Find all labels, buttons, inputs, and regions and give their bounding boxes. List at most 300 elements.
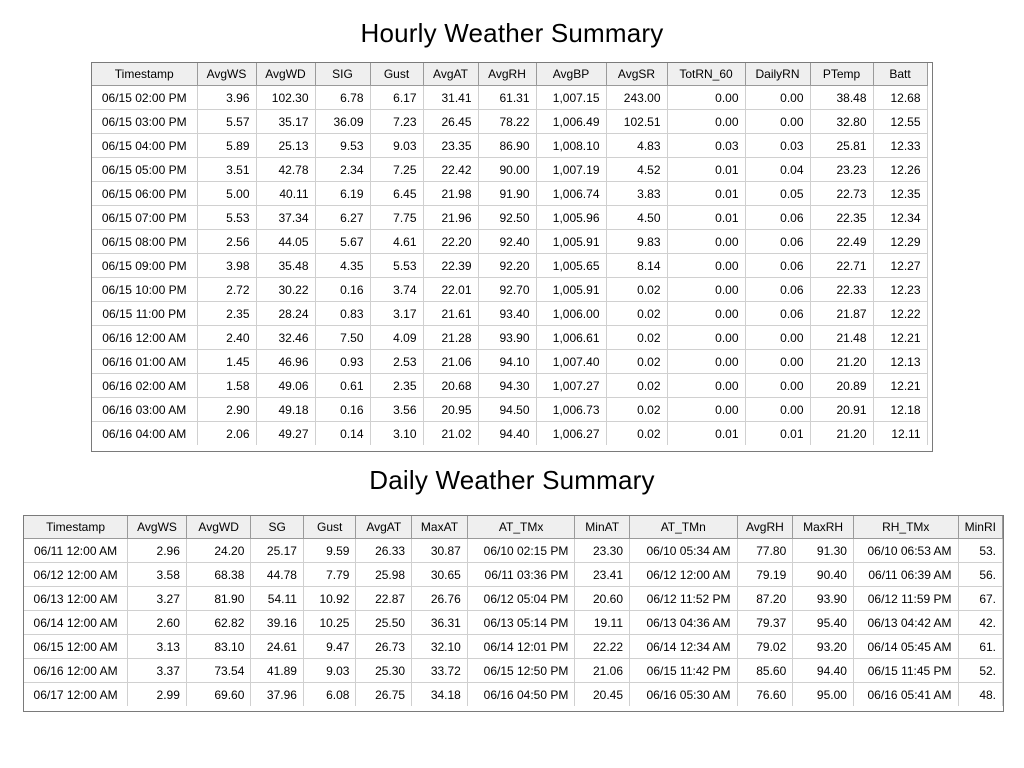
cell-avgat: 25.98: [356, 563, 412, 587]
cell-totrn-60: 0.00: [667, 230, 745, 254]
cell-ptemp: 22.71: [810, 254, 873, 278]
cell-avgat: 22.20: [423, 230, 478, 254]
cell-avgrh: 90.00: [478, 158, 536, 182]
cell-avgws: 5.57: [197, 110, 256, 134]
cell-minri: 42.: [958, 611, 1002, 635]
cell-gust: 7.25: [370, 158, 423, 182]
cell-batt: 12.35: [873, 182, 927, 206]
cell-rh-tmx: 06/12 11:59 PM: [853, 587, 958, 611]
cell-avgws: 2.40: [197, 326, 256, 350]
cell-avgws: 2.60: [128, 611, 187, 635]
cell-minat: 21.06: [575, 659, 630, 683]
cell-batt: 12.33: [873, 134, 927, 158]
cell-sg: 39.16: [251, 611, 304, 635]
column-header-maxat[interactable]: MaxAT: [412, 516, 468, 539]
cell-maxat: 30.87: [412, 539, 468, 563]
cell-timestamp: 06/15 12:00 AM: [24, 635, 128, 659]
cell-batt: 12.21: [873, 326, 927, 350]
cell-avgws: 2.35: [197, 302, 256, 326]
cell-dailyrn: 0.00: [745, 326, 810, 350]
cell-avgsr: 4.83: [606, 134, 667, 158]
cell-avgsr: 0.02: [606, 350, 667, 374]
cell-avgsr: 0.02: [606, 278, 667, 302]
table-row[interactable]: [92, 302, 927, 326]
cell-ptemp: 21.87: [810, 302, 873, 326]
cell-avgat: 21.28: [423, 326, 478, 350]
cell-avgwd: 30.22: [256, 278, 315, 302]
cell-dailyrn: 0.06: [745, 278, 810, 302]
table-row[interactable]: [24, 635, 1003, 659]
table-row[interactable]: [92, 350, 927, 374]
daily-header-row: [24, 516, 1003, 539]
cell-totrn-60: 0.01: [667, 422, 745, 446]
cell-gust: 9.03: [303, 659, 356, 683]
cell-avgat: 21.02: [423, 422, 478, 446]
column-header-ptemp[interactable]: PTemp: [810, 63, 873, 86]
table-row[interactable]: [92, 134, 927, 158]
cell-ptemp: 22.73: [810, 182, 873, 206]
cell-minri: 67.: [958, 587, 1002, 611]
column-header-avgat[interactable]: AvgAT: [423, 63, 478, 86]
column-header-avgrh[interactable]: AvgRH: [737, 516, 793, 539]
cell-avgbp: 1,005.91: [536, 278, 606, 302]
cell-timestamp: 06/15 04:00 PM: [92, 134, 197, 158]
cell-maxat: 26.76: [412, 587, 468, 611]
column-header-avgwd[interactable]: AvgWD: [256, 63, 315, 86]
cell-avgat: 26.33: [356, 539, 412, 563]
cell-sig: 0.93: [315, 350, 370, 374]
column-header-gust[interactable]: Gust: [370, 63, 423, 86]
cell-gust: 6.45: [370, 182, 423, 206]
cell-totrn-60: 0.00: [667, 398, 745, 422]
cell-timestamp: 06/15 11:00 PM: [92, 302, 197, 326]
cell-minri: 48.: [958, 683, 1002, 707]
cell-avgws: 3.13: [128, 635, 187, 659]
cell-avgat: 23.35: [423, 134, 478, 158]
cell-avgrh: 94.30: [478, 374, 536, 398]
cell-minri: 56.: [958, 563, 1002, 587]
cell-minat: 20.60: [575, 587, 630, 611]
cell-dailyrn: 0.06: [745, 230, 810, 254]
cell-sig: 6.27: [315, 206, 370, 230]
daily-summary-table: [24, 516, 1003, 706]
cell-totrn-60: 0.00: [667, 302, 745, 326]
cell-gust: 3.74: [370, 278, 423, 302]
hourly-summary-title: Hourly Weather Summary: [360, 18, 664, 48]
hourly-header-row: [92, 63, 927, 86]
cell-maxat: 34.18: [412, 683, 468, 707]
cell-totrn-60: 0.01: [667, 206, 745, 230]
cell-avgrh: 86.90: [478, 134, 536, 158]
cell-sig: 0.16: [315, 398, 370, 422]
cell-ptemp: 22.35: [810, 206, 873, 230]
cell-avgsr: 243.00: [606, 86, 667, 110]
column-header-avgat[interactable]: AvgAT: [356, 516, 412, 539]
cell-maxrh: 90.40: [793, 563, 854, 587]
daily-summary-title: Daily Weather Summary: [369, 465, 655, 495]
cell-avgwd: 35.17: [256, 110, 315, 134]
table-row[interactable]: [92, 206, 927, 230]
column-header-avgwd[interactable]: AvgWD: [186, 516, 250, 539]
cell-totrn-60: 0.00: [667, 278, 745, 302]
cell-sg: 41.89: [251, 659, 304, 683]
column-header-at-tmn[interactable]: AT_TMn: [630, 516, 738, 539]
cell-avgsr: 0.02: [606, 398, 667, 422]
cell-avgwd: 49.18: [256, 398, 315, 422]
cell-maxat: 32.10: [412, 635, 468, 659]
column-header-minat[interactable]: MinAT: [575, 516, 630, 539]
cell-avgws: 3.96: [197, 86, 256, 110]
cell-timestamp: 06/11 12:00 AM: [24, 539, 128, 563]
cell-avgrh: 92.40: [478, 230, 536, 254]
cell-sg: 37.96: [251, 683, 304, 707]
cell-avgrh: 91.90: [478, 182, 536, 206]
cell-avgws: 5.53: [197, 206, 256, 230]
cell-avgws: 1.45: [197, 350, 256, 374]
cell-sg: 54.11: [251, 587, 304, 611]
cell-avgws: 2.72: [197, 278, 256, 302]
cell-maxrh: 91.30: [793, 539, 854, 563]
cell-avgwd: 49.06: [256, 374, 315, 398]
table-row[interactable]: [92, 374, 927, 398]
cell-avgwd: 46.96: [256, 350, 315, 374]
cell-sig: 5.67: [315, 230, 370, 254]
table-row[interactable]: [92, 182, 927, 206]
cell-avgbp: 1,007.15: [536, 86, 606, 110]
cell-gust: 9.47: [303, 635, 356, 659]
cell-rh-tmx: 06/14 05:45 AM: [853, 635, 958, 659]
cell-avgbp: 1,007.19: [536, 158, 606, 182]
cell-totrn-60: 0.00: [667, 254, 745, 278]
cell-sig: 0.16: [315, 278, 370, 302]
cell-avgrh: 92.50: [478, 206, 536, 230]
cell-timestamp: 06/15 07:00 PM: [92, 206, 197, 230]
cell-avgrh: 94.10: [478, 350, 536, 374]
cell-batt: 12.68: [873, 86, 927, 110]
cell-avgbp: 1,005.65: [536, 254, 606, 278]
cell-at-tmx: 06/15 12:50 PM: [467, 659, 575, 683]
cell-sig: 2.34: [315, 158, 370, 182]
cell-batt: 12.18: [873, 398, 927, 422]
cell-sig: 0.83: [315, 302, 370, 326]
cell-ptemp: 21.20: [810, 350, 873, 374]
cell-avgbp: 1,006.49: [536, 110, 606, 134]
cell-avgwd: 24.20: [186, 539, 250, 563]
cell-at-tmn: 06/12 12:00 AM: [630, 563, 738, 587]
cell-dailyrn: 0.01: [745, 422, 810, 446]
column-header-minri[interactable]: MinRI: [958, 516, 1002, 539]
hourly-summary-grid[interactable]: [91, 62, 933, 452]
cell-ptemp: 21.48: [810, 326, 873, 350]
cell-avgat: 20.95: [423, 398, 478, 422]
cell-maxrh: 95.40: [793, 611, 854, 635]
cell-dailyrn: 0.06: [745, 302, 810, 326]
cell-avgat: 31.41: [423, 86, 478, 110]
table-row[interactable]: [24, 659, 1003, 683]
cell-avgws: 5.89: [197, 134, 256, 158]
cell-batt: 12.13: [873, 350, 927, 374]
table-row[interactable]: [92, 254, 927, 278]
column-header-timestamp[interactable]: Timestamp: [24, 516, 128, 539]
column-header-avgbp[interactable]: AvgBP: [536, 63, 606, 86]
cell-maxat: 36.31: [412, 611, 468, 635]
cell-totrn-60: 0.01: [667, 158, 745, 182]
cell-avgrh: 85.60: [737, 659, 793, 683]
cell-at-tmx: 06/10 02:15 PM: [467, 539, 575, 563]
cell-sg: 24.61: [251, 635, 304, 659]
cell-sig: 6.19: [315, 182, 370, 206]
cell-avgws: 5.00: [197, 182, 256, 206]
cell-totrn-60: 0.00: [667, 350, 745, 374]
column-header-sig[interactable]: SIG: [315, 63, 370, 86]
column-header-maxrh[interactable]: MaxRH: [793, 516, 854, 539]
cell-avgbp: 1,006.61: [536, 326, 606, 350]
cell-totrn-60: 0.03: [667, 134, 745, 158]
cell-sig: 36.09: [315, 110, 370, 134]
column-header-sg[interactable]: SG: [251, 516, 304, 539]
cell-gust: 9.03: [370, 134, 423, 158]
cell-avgrh: 79.02: [737, 635, 793, 659]
cell-avgbp: 1,006.74: [536, 182, 606, 206]
cell-timestamp: 06/15 05:00 PM: [92, 158, 197, 182]
cell-gust: 10.25: [303, 611, 356, 635]
cell-avgbp: 1,007.27: [536, 374, 606, 398]
cell-gust: 5.53: [370, 254, 423, 278]
cell-avgsr: 0.02: [606, 326, 667, 350]
cell-minri: 53.: [958, 539, 1002, 563]
cell-avgat: 26.45: [423, 110, 478, 134]
cell-avgbp: 1,006.27: [536, 422, 606, 446]
cell-avgat: 21.61: [423, 302, 478, 326]
cell-avgwd: 44.05: [256, 230, 315, 254]
cell-avgat: 22.87: [356, 587, 412, 611]
cell-avgat: 21.06: [423, 350, 478, 374]
cell-avgsr: 3.83: [606, 182, 667, 206]
cell-avgwd: 68.38: [186, 563, 250, 587]
cell-ptemp: 21.20: [810, 422, 873, 446]
cell-avgsr: 4.50: [606, 206, 667, 230]
cell-gust: 2.53: [370, 350, 423, 374]
cell-at-tmn: 06/14 12:34 AM: [630, 635, 738, 659]
table-row[interactable]: [92, 398, 927, 422]
cell-at-tmx: 06/16 04:50 PM: [467, 683, 575, 707]
cell-avgrh: 94.50: [478, 398, 536, 422]
table-row[interactable]: [92, 326, 927, 350]
cell-avgws: 2.99: [128, 683, 187, 707]
cell-batt: 12.26: [873, 158, 927, 182]
cell-avgwd: 102.30: [256, 86, 315, 110]
cell-gust: 2.35: [370, 374, 423, 398]
cell-dailyrn: 0.00: [745, 86, 810, 110]
cell-dailyrn: 0.00: [745, 110, 810, 134]
cell-batt: 12.11: [873, 422, 927, 446]
cell-at-tmx: 06/14 12:01 PM: [467, 635, 575, 659]
cell-timestamp: 06/13 12:00 AM: [24, 587, 128, 611]
cell-timestamp: 06/12 12:00 AM: [24, 563, 128, 587]
cell-ptemp: 20.91: [810, 398, 873, 422]
cell-avgat: 22.39: [423, 254, 478, 278]
column-header-avgsr[interactable]: AvgSR: [606, 63, 667, 86]
cell-rh-tmx: 06/13 04:42 AM: [853, 611, 958, 635]
cell-totrn-60: 0.00: [667, 326, 745, 350]
cell-sig: 6.78: [315, 86, 370, 110]
cell-timestamp: 06/16 01:00 AM: [92, 350, 197, 374]
cell-dailyrn: 0.05: [745, 182, 810, 206]
cell-avgrh: 78.22: [478, 110, 536, 134]
cell-at-tmn: 06/10 05:34 AM: [630, 539, 738, 563]
table-row[interactable]: [24, 611, 1003, 635]
cell-avgwd: 49.27: [256, 422, 315, 446]
daily-summary-grid[interactable]: [23, 515, 1004, 712]
table-row[interactable]: [92, 110, 927, 134]
cell-timestamp: 06/15 03:00 PM: [92, 110, 197, 134]
cell-at-tmn: 06/12 11:52 PM: [630, 587, 738, 611]
cell-totrn-60: 0.00: [667, 110, 745, 134]
cell-avgws: 3.98: [197, 254, 256, 278]
table-row[interactable]: [92, 422, 927, 446]
cell-avgws: 3.27: [128, 587, 187, 611]
table-row[interactable]: [92, 86, 927, 110]
cell-sig: 0.14: [315, 422, 370, 446]
column-header-avgrh[interactable]: AvgRH: [478, 63, 536, 86]
cell-avgrh: 76.60: [737, 683, 793, 707]
cell-ptemp: 38.48: [810, 86, 873, 110]
cell-batt: 12.27: [873, 254, 927, 278]
cell-sg: 25.17: [251, 539, 304, 563]
cell-timestamp: 06/15 10:00 PM: [92, 278, 197, 302]
cell-minat: 23.30: [575, 539, 630, 563]
cell-avgrh: 87.20: [737, 587, 793, 611]
cell-avgsr: 0.02: [606, 422, 667, 446]
cell-avgat: 26.73: [356, 635, 412, 659]
cell-ptemp: 20.89: [810, 374, 873, 398]
cell-avgat: 20.68: [423, 374, 478, 398]
cell-timestamp: 06/16 12:00 AM: [24, 659, 128, 683]
cell-timestamp: 06/17 12:00 AM: [24, 683, 128, 707]
cell-minri: 52.: [958, 659, 1002, 683]
cell-batt: 12.23: [873, 278, 927, 302]
cell-at-tmn: 06/15 11:42 PM: [630, 659, 738, 683]
cell-gust: 6.08: [303, 683, 356, 707]
cell-at-tmn: 06/13 04:36 AM: [630, 611, 738, 635]
cell-ptemp: 22.33: [810, 278, 873, 302]
cell-timestamp: 06/15 09:00 PM: [92, 254, 197, 278]
cell-timestamp: 06/15 08:00 PM: [92, 230, 197, 254]
cell-avgsr: 102.51: [606, 110, 667, 134]
cell-totrn-60: 0.00: [667, 374, 745, 398]
cell-minat: 19.11: [575, 611, 630, 635]
cell-avgwd: 73.54: [186, 659, 250, 683]
cell-gust: 7.23: [370, 110, 423, 134]
cell-sig: 9.53: [315, 134, 370, 158]
cell-avgws: 3.37: [128, 659, 187, 683]
cell-timestamp: 06/16 04:00 AM: [92, 422, 197, 446]
cell-gust: 4.61: [370, 230, 423, 254]
cell-avgat: 22.01: [423, 278, 478, 302]
cell-dailyrn: 0.04: [745, 158, 810, 182]
column-header-rh-tmx[interactable]: RH_TMx: [853, 516, 958, 539]
cell-avgsr: 4.52: [606, 158, 667, 182]
cell-avgbp: 1,008.10: [536, 134, 606, 158]
cell-timestamp: 06/16 12:00 AM: [92, 326, 197, 350]
cell-sig: 7.50: [315, 326, 370, 350]
hourly-summary-table: [92, 63, 928, 445]
cell-dailyrn: 0.00: [745, 374, 810, 398]
cell-minat: 20.45: [575, 683, 630, 707]
table-row[interactable]: [92, 230, 927, 254]
column-header-gust[interactable]: Gust: [303, 516, 356, 539]
cell-dailyrn: 0.06: [745, 206, 810, 230]
column-header-totrn-60[interactable]: TotRN_60: [667, 63, 745, 86]
column-header-avgws[interactable]: AvgWS: [128, 516, 187, 539]
cell-avgwd: 62.82: [186, 611, 250, 635]
cell-timestamp: 06/16 03:00 AM: [92, 398, 197, 422]
cell-totrn-60: 0.00: [667, 86, 745, 110]
cell-avgws: 2.90: [197, 398, 256, 422]
table-row[interactable]: [24, 539, 1003, 563]
cell-avgws: 2.56: [197, 230, 256, 254]
cell-avgrh: 93.90: [478, 326, 536, 350]
column-header-at-tmx[interactable]: AT_TMx: [467, 516, 575, 539]
cell-maxat: 30.65: [412, 563, 468, 587]
cell-batt: 12.21: [873, 374, 927, 398]
cell-at-tmx: 06/13 05:14 PM: [467, 611, 575, 635]
cell-avgwd: 32.46: [256, 326, 315, 350]
cell-avgbp: 1,007.40: [536, 350, 606, 374]
cell-avgat: 21.96: [423, 206, 478, 230]
cell-minat: 23.41: [575, 563, 630, 587]
table-row[interactable]: [92, 158, 927, 182]
column-header-avgws[interactable]: AvgWS: [197, 63, 256, 86]
table-row[interactable]: [24, 683, 1003, 707]
cell-gust: 7.79: [303, 563, 356, 587]
cell-maxrh: 93.20: [793, 635, 854, 659]
cell-avgat: 25.30: [356, 659, 412, 683]
table-row[interactable]: [24, 563, 1003, 587]
cell-gust: 3.10: [370, 422, 423, 446]
cell-minri: 61.: [958, 635, 1002, 659]
cell-avgwd: 25.13: [256, 134, 315, 158]
cell-avgat: 26.75: [356, 683, 412, 707]
cell-avgwd: 28.24: [256, 302, 315, 326]
cell-avgwd: 69.60: [186, 683, 250, 707]
cell-minat: 22.22: [575, 635, 630, 659]
column-header-timestamp[interactable]: Timestamp: [92, 63, 197, 86]
cell-rh-tmx: 06/10 06:53 AM: [853, 539, 958, 563]
cell-maxrh: 93.90: [793, 587, 854, 611]
cell-avgat: 25.50: [356, 611, 412, 635]
cell-avgrh: 79.19: [737, 563, 793, 587]
cell-ptemp: 32.80: [810, 110, 873, 134]
cell-timestamp: 06/15 06:00 PM: [92, 182, 197, 206]
table-row[interactable]: [92, 278, 927, 302]
column-header-dailyrn[interactable]: DailyRN: [745, 63, 810, 86]
cell-batt: 12.22: [873, 302, 927, 326]
column-header-batt[interactable]: Batt: [873, 63, 927, 86]
cell-batt: 12.34: [873, 206, 927, 230]
cell-ptemp: 22.49: [810, 230, 873, 254]
cell-batt: 12.55: [873, 110, 927, 134]
cell-at-tmn: 06/16 05:30 AM: [630, 683, 738, 707]
table-row[interactable]: [24, 587, 1003, 611]
cell-avgwd: 37.34: [256, 206, 315, 230]
cell-avgwd: 35.48: [256, 254, 315, 278]
cell-avgbp: 1,005.91: [536, 230, 606, 254]
cell-gust: 9.59: [303, 539, 356, 563]
cell-avgrh: 94.40: [478, 422, 536, 446]
cell-avgsr: 8.14: [606, 254, 667, 278]
cell-gust: 3.56: [370, 398, 423, 422]
